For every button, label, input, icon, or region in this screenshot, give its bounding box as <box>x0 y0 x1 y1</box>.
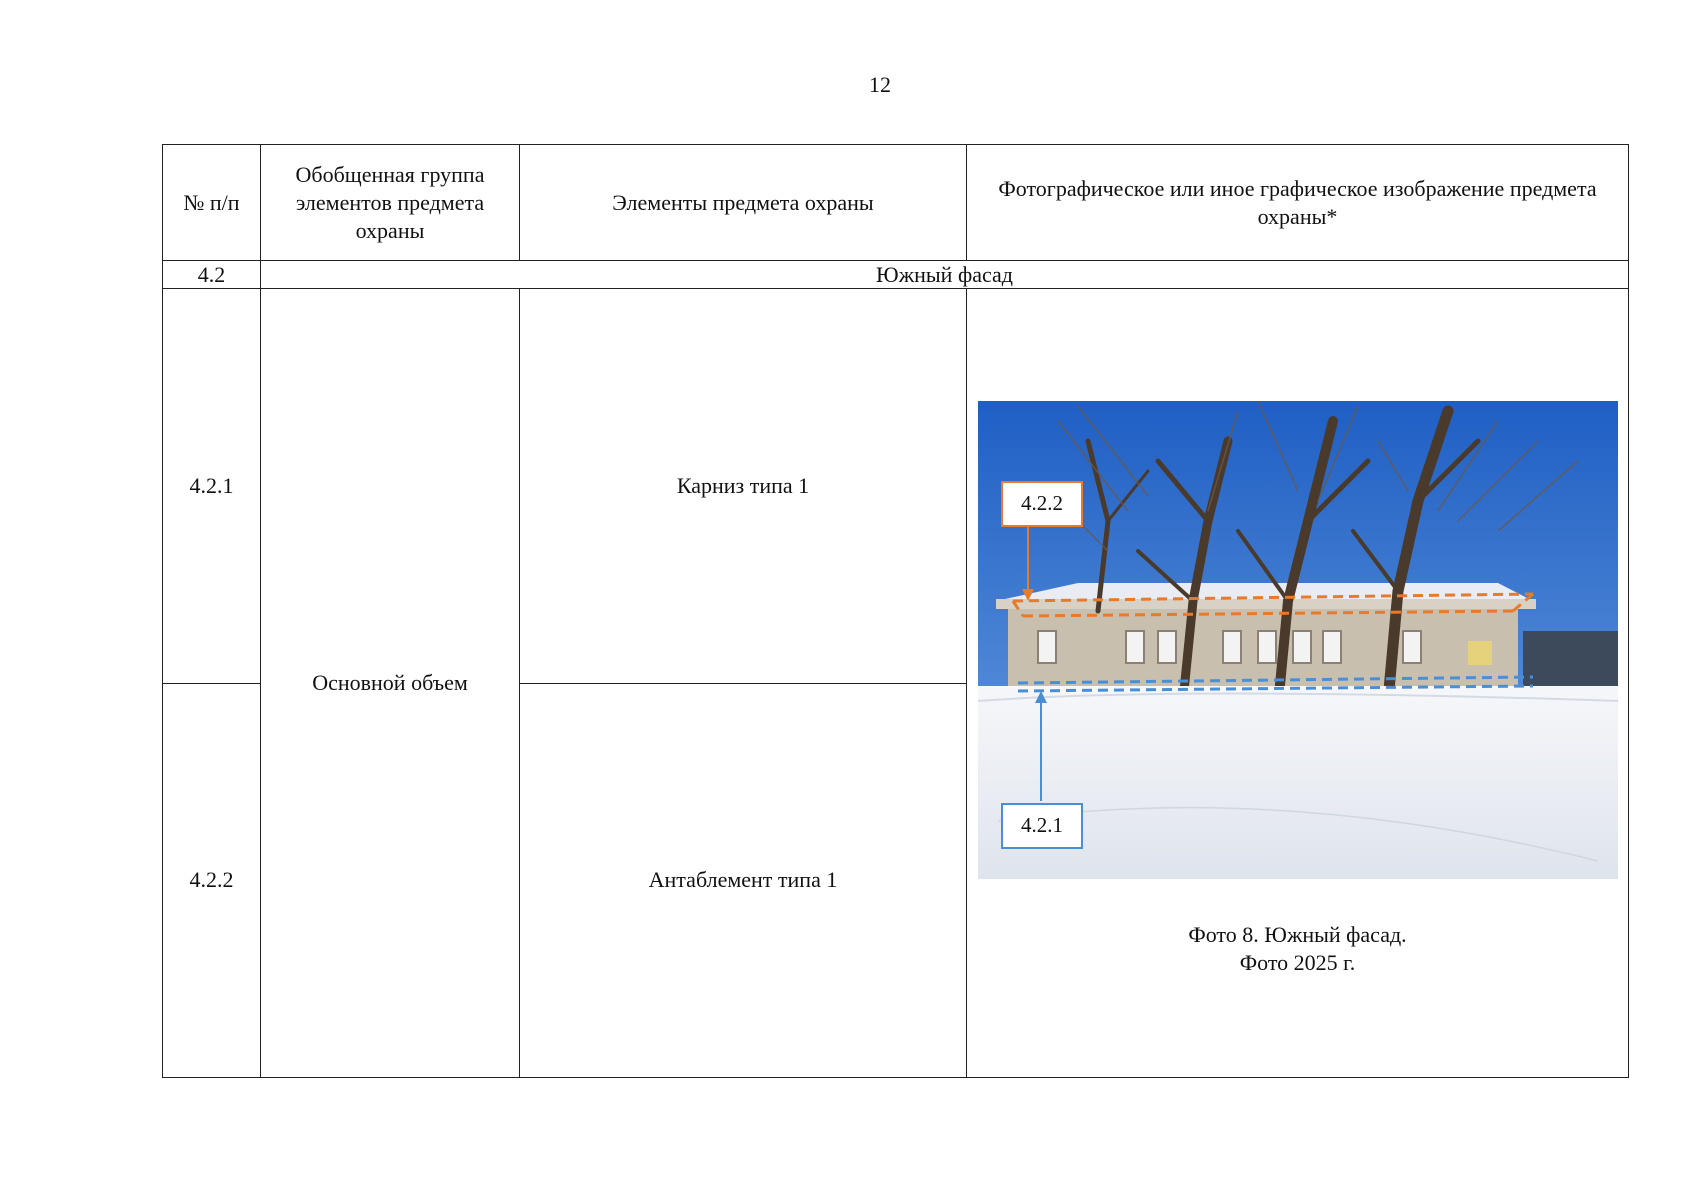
row-element: Антаблемент типа 1 <box>520 683 967 1078</box>
table-row <box>163 289 1629 684</box>
header-photo: Фотографическое или иное графическое изображение предмета охраны* <box>967 145 1629 261</box>
photo-cell <box>967 289 1629 1078</box>
section-num: 4.2 <box>163 261 261 289</box>
caption-line-1: Фото 8. Южный фасад. <box>1188 922 1407 947</box>
table-header-row <box>163 145 1629 261</box>
callout-entablature: 4.2.1 <box>1001 803 1083 849</box>
protection-subject-table <box>162 144 1629 1078</box>
header-num: № п/п <box>163 145 261 261</box>
row-element: Карниз типа 1 <box>520 289 967 684</box>
section-title: Южный фасад <box>261 261 1629 289</box>
caption-line-2: Фото 2025 г. <box>1239 950 1356 975</box>
section-row <box>163 261 1629 289</box>
group-name: Основной объем <box>261 289 520 1078</box>
row-num: 4.2.1 <box>163 289 261 684</box>
header-elements: Элементы предмета охраны <box>520 145 967 261</box>
photo-caption <box>967 921 1628 977</box>
header-group: Обобщенная группа элементов предмета охраны <box>261 145 520 261</box>
row-num: 4.2.2 <box>163 683 261 1078</box>
callout-cornice: 4.2.2 <box>1001 481 1083 527</box>
page-number: 12 <box>869 72 891 97</box>
